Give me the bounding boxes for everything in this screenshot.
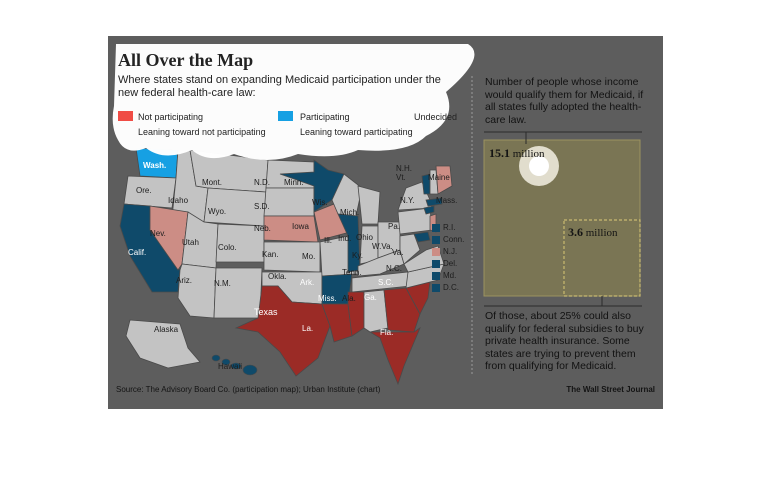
label-nj: N.J. — [443, 247, 458, 256]
state-ariz — [178, 264, 216, 318]
label-maine: Maine — [428, 173, 450, 182]
label-mich: Mich. — [340, 208, 360, 217]
swatch-dc — [432, 284, 440, 292]
label-ark: Ark. — [300, 278, 315, 287]
legend-swatch-not-participating — [118, 111, 133, 121]
label-la: La. — [302, 324, 314, 333]
legend-not-participating: Not participating — [138, 112, 204, 122]
label-nd: N.D. — [254, 178, 270, 187]
label-ga: Ga. — [364, 293, 377, 302]
label-nh: N.H. — [396, 164, 412, 173]
small-number-value: 3.6 — [568, 225, 583, 239]
label-wva: W.Va. — [372, 242, 393, 251]
big-number — [489, 146, 545, 161]
label-hawaii: Hawaii — [218, 362, 243, 371]
label-wis: Wis. — [312, 198, 328, 207]
label-colo: Colo. — [218, 243, 237, 252]
label-ore: Ore. — [136, 186, 152, 195]
panel-intro: Number of people whose income would qualify them for Medicaid, if all states fully adopted the health-care law. — [485, 76, 644, 126]
legend-undecided: Undecided — [414, 112, 458, 122]
subtitle: Where states stand on expanding Medicaid participation under the new federal health-care law: — [118, 74, 441, 99]
swatch-nj — [432, 248, 440, 256]
publisher-credit: The Wall Street Journal — [566, 385, 655, 394]
label-alaska: Alaska — [154, 325, 179, 334]
label-minn: Minn. — [284, 178, 304, 187]
label-sd: S.D. — [254, 202, 270, 211]
label-mont: Mont. — [202, 178, 223, 187]
label-va: Va. — [392, 248, 404, 257]
label-sc: S.C. — [378, 278, 394, 287]
state-fla — [370, 328, 420, 384]
swatch-del — [432, 260, 440, 268]
legend-leaning-not: Leaning toward not participating — [138, 127, 266, 137]
label-tenn: Tenn. — [342, 268, 362, 277]
label-del: Del. — [443, 259, 458, 268]
label-texas: Texas — [254, 307, 278, 317]
state-neb — [264, 216, 318, 242]
label-dc: D.C. — [443, 283, 459, 292]
label-ariz: Ariz. — [176, 276, 192, 285]
label-ohio: Ohio — [356, 233, 373, 242]
label-wyo: Wyo. — [208, 207, 227, 216]
label-miss: Miss. — [318, 294, 337, 303]
label-ala: Ala. — [342, 294, 356, 303]
label-md: Md. — [443, 271, 457, 280]
label-vt: Vt. — [396, 173, 406, 182]
panel-footnote: Of those, about 25% could also qualify for federal subsidies to buy private health insurance. Some states are trying to prevent them from qualifying for Medicaid. — [485, 310, 644, 372]
label-nev: Nev. — [150, 229, 166, 238]
legend-swatch-participating — [278, 111, 293, 121]
label-idaho: Idaho — [168, 196, 189, 205]
infographic — [108, 36, 663, 409]
label-nc: N.C. — [386, 264, 402, 273]
label-neb: Neb. — [254, 224, 271, 233]
big-square — [484, 140, 640, 296]
page-title: All Over the Map — [118, 50, 254, 70]
label-conn: Conn. — [443, 235, 465, 244]
label-mass: Mass. — [436, 196, 458, 205]
label-calif: Calif. — [128, 248, 147, 257]
label-utah: Utah — [182, 238, 199, 247]
label-okla: Okla. — [268, 272, 287, 281]
legend-participating: Participating — [300, 112, 350, 122]
label-fla: Fla. — [380, 328, 394, 337]
label-pa: Pa. — [388, 222, 401, 231]
swatch-md — [432, 272, 440, 280]
label-nm: N.M. — [214, 279, 231, 288]
label-ky: Ky. — [352, 251, 363, 260]
source-note: Source: The Advisory Board Co. (participation map); Urban Institute (chart) — [116, 385, 381, 394]
label-iowa: Iowa — [292, 222, 309, 231]
big-number-value: 15.1 — [489, 146, 510, 160]
small-number — [568, 225, 618, 240]
swatch-ri — [432, 224, 440, 232]
label-ind: Ind. — [338, 234, 352, 243]
big-number-unit: million — [512, 148, 545, 160]
label-mo: Mo. — [302, 252, 316, 261]
label-wash: Wash. — [143, 161, 167, 170]
label-kan: Kan. — [262, 250, 279, 259]
label-ny: N.Y. — [400, 196, 415, 205]
label-ri: R.I. — [443, 223, 456, 232]
swatch-conn — [432, 236, 440, 244]
legend-leaning-participating: Leaning toward participating — [300, 127, 413, 137]
small-number-unit: million — [585, 227, 618, 239]
label-ill: Ill. — [324, 236, 332, 245]
